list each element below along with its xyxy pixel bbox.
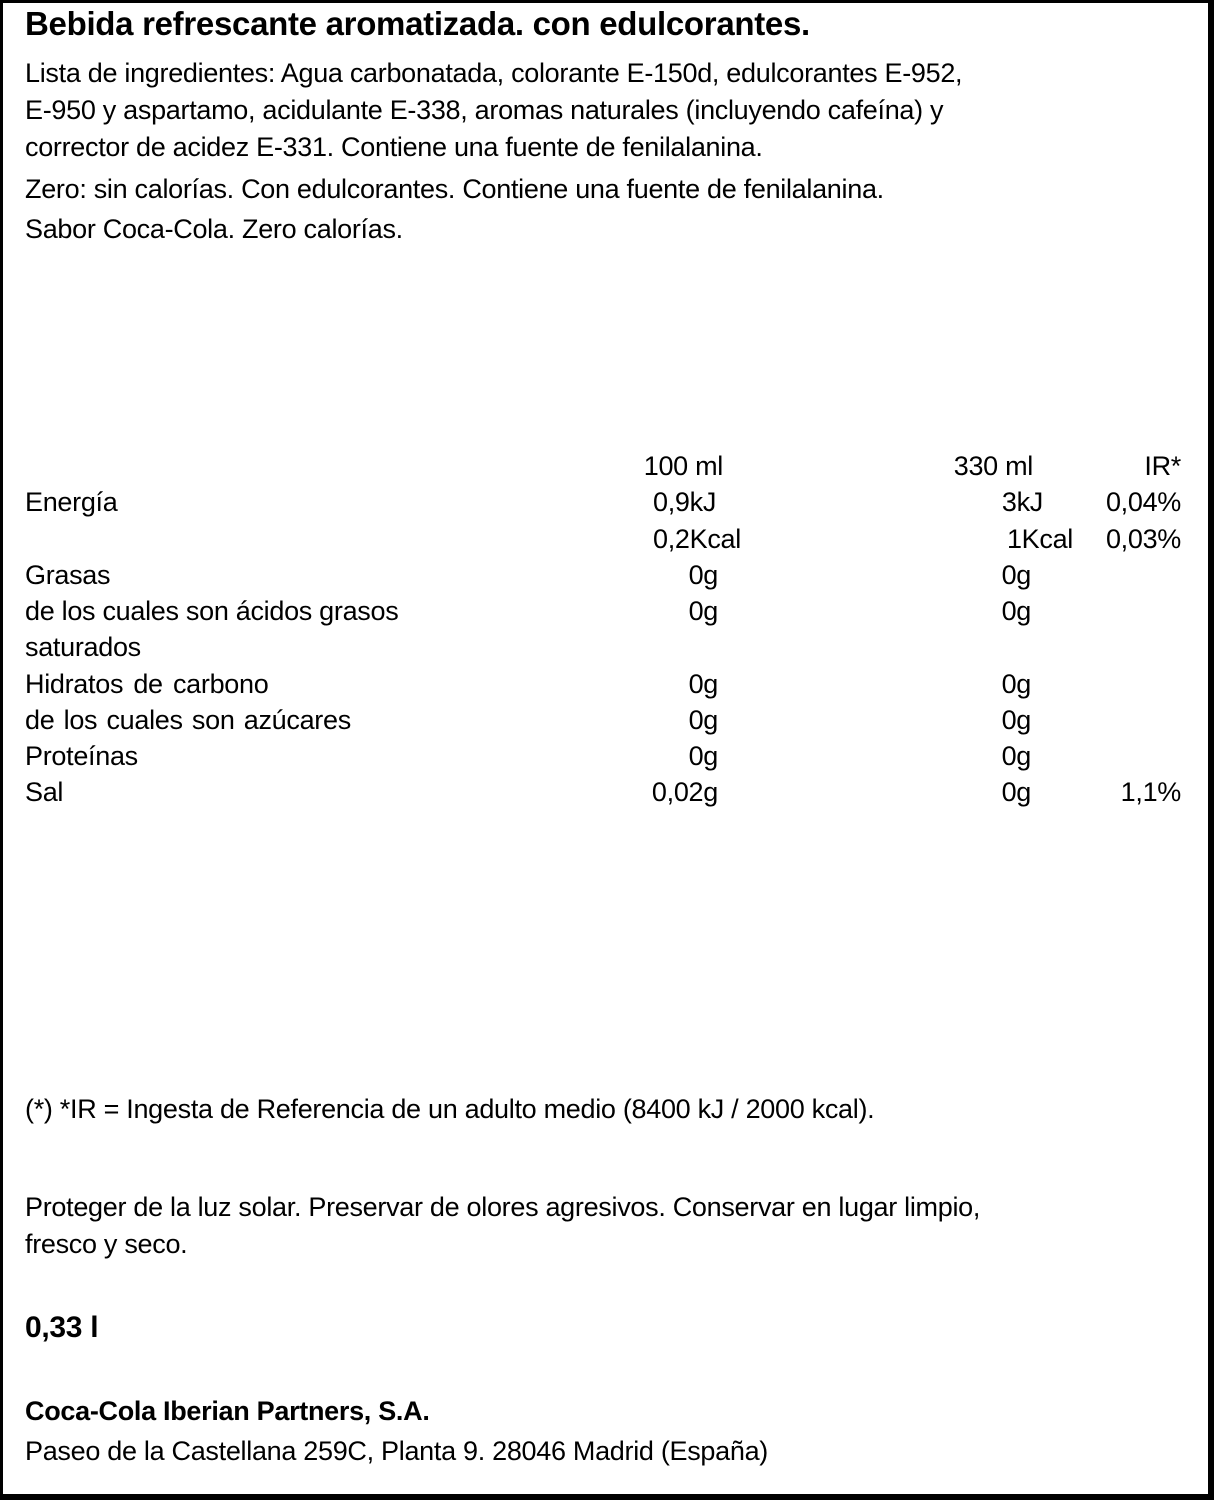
row-per330: 3kJ: [1001, 487, 1043, 517]
row-label: saturados: [25, 632, 141, 662]
row-per100: 0,02g: [651, 777, 718, 807]
row-per100: 0g: [688, 596, 718, 626]
ingredients-line-1: Lista de ingredientes: Agua carbonatada, colorante E-150d, edulcorantes E-952,: [25, 58, 963, 88]
row-per100: 0g: [688, 669, 718, 699]
row-per330: 0g: [1001, 705, 1031, 735]
row-per330: 0g: [1001, 560, 1031, 590]
row-per330: 0g: [1001, 596, 1031, 626]
row-per100: 0,9kJ: [653, 487, 717, 517]
row-label: de los cuales son azúcares: [25, 705, 351, 735]
storage-line-2: fresco y seco.: [25, 1229, 188, 1259]
company-name: Coca-Cola Iberian Partners, S.A.: [25, 1396, 430, 1426]
zero-note: Zero: sin calorías. Con edulcorantes. Contiene una fuente de fenilalanina.: [25, 174, 884, 204]
row-label: Energía: [25, 487, 118, 517]
row-per330: 0g: [1001, 669, 1031, 699]
ir-footnote: (*) *IR = Ingesta de Referencia de un adulto medio (8400 kJ / 2000 kcal).: [25, 1094, 875, 1124]
ingredients-line-3: corrector de acidez E-331. Contiene una fuente de fenilalanina.: [25, 132, 763, 162]
row-ir: 0,04%: [1105, 487, 1181, 517]
ingredients-line-2: E-950 y aspartamo, acidulante E-338, aromas naturales (incluyendo cafeína) y: [25, 95, 944, 125]
row-per330: 0g: [1001, 741, 1031, 771]
row-per100: 0g: [688, 705, 718, 735]
row-per100: 0g: [688, 560, 718, 590]
volume: 0,33 l: [25, 1311, 99, 1344]
row-label: Grasas: [25, 560, 111, 590]
row-label: Sal: [25, 777, 64, 807]
row-label: Proteínas: [25, 741, 138, 771]
product-title: Bebida refrescante aromatizada. con edulcorantes.: [25, 5, 810, 42]
row-ir: 0,03%: [1105, 524, 1181, 554]
header-100ml: 100 ml: [643, 451, 723, 481]
header-330ml: 330 ml: [953, 451, 1033, 481]
company-address: Paseo de la Castellana 259C, Planta 9. 28046 Madrid (España): [25, 1436, 768, 1466]
row-per100: 0g: [688, 741, 718, 771]
row-label: Hidratos de carbono: [25, 669, 269, 699]
header-ir: IR*: [1144, 451, 1181, 481]
row-per330: 0g: [1001, 777, 1031, 807]
row-per100: 0,2Kcal: [653, 524, 741, 554]
storage-line-1: Proteger de la luz solar. Preservar de olores agresivos. Conservar en lugar limpio,: [25, 1192, 981, 1222]
flavor-note: Sabor Coca-Cola. Zero calorías.: [25, 214, 403, 244]
row-per330: 1Kcal: [1006, 524, 1073, 554]
row-ir: 1,1%: [1120, 777, 1181, 807]
row-label: de los cuales son ácidos grasos: [25, 596, 399, 626]
